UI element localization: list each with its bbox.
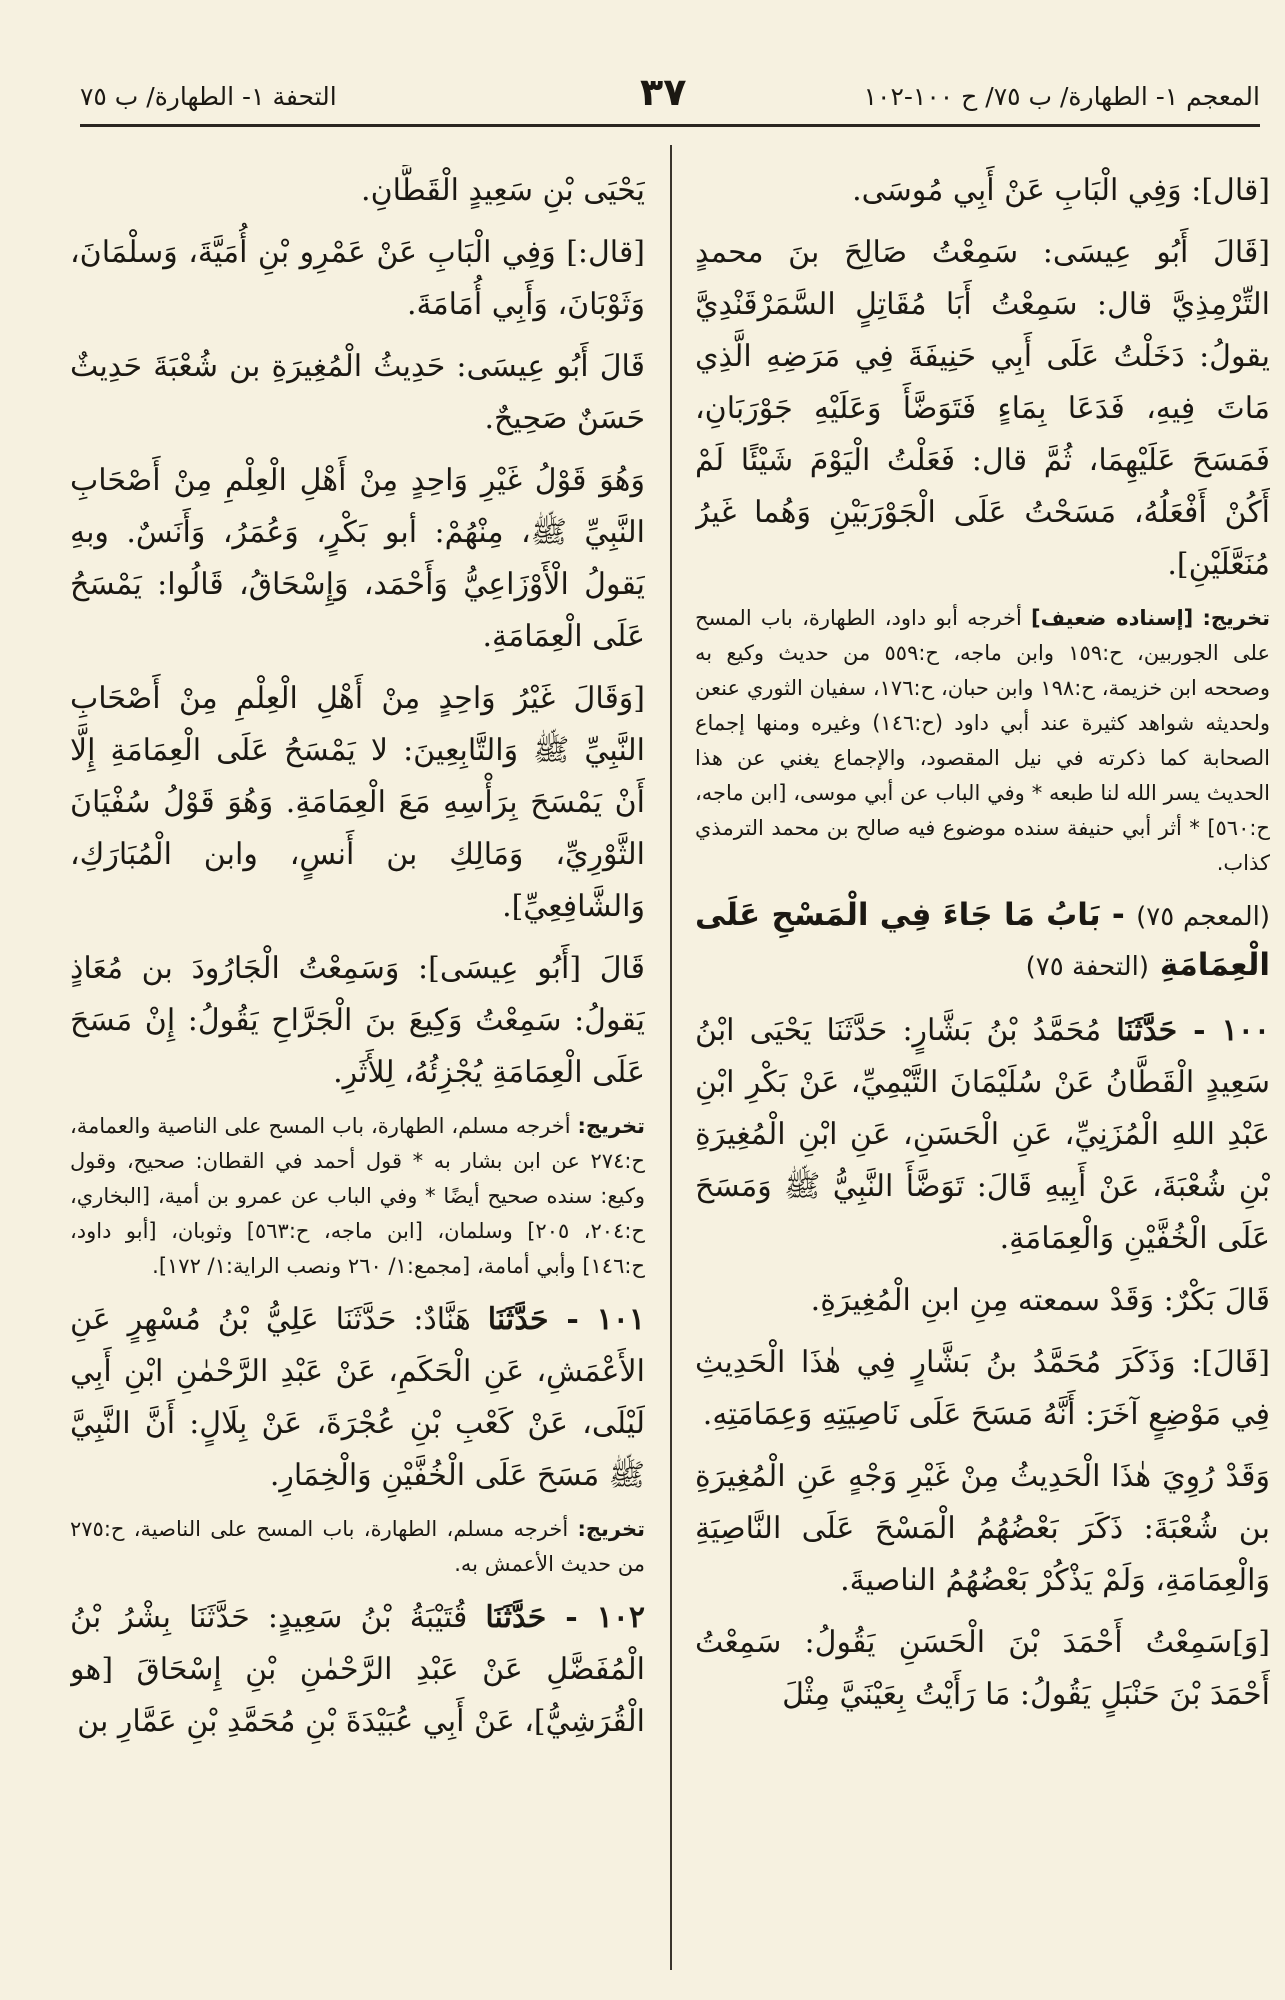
text-paragraph: [وَ]سَمِعْتُ أَحْمَدَ بْنَ الْحَسَنِ يَقُولُ: سَمِعْتُ أَحْمَدَ بْنَ حَنْبَلٍ يَقُولُ: مَا رَأَيْتُ بِعَيْنَيَّ مِثْلَ: [695, 1625, 1270, 1712]
takhrij-label: تخريج:: [1202, 606, 1270, 630]
text-paragraph: [قَالَ أَبُو عِيسَى: سَمِعْتُ صَالِحَ بنَ محمدٍ التِّرْمِذِيَّ قال: سَمِعْتُ أَبَا مُقَاتِلٍ السَّمَرْقَنْدِيَّ يقولُ: دَخَلْتُ عَلَى أَبِي حَنِيفَةَ فِي مَرَضِهِ الَّذِي مَاتَ فِيهِ، فَدَعَا بِمَاءٍ فَتَوَضَّأَ وَعَلَيْهِ جَوْرَبَانِ، فَمَسَحَ عَلَيْهِمَا، ثُمَّ قال: فَعَلْتُ الْيَوْمَ شَيْئًا لَمْ أَكُنْ أَفْعَلُهُ، مَسَحْتُ عَلَى الْجَوْرَبَيْنِ وَهُما غَيرُ مُنَعَّلَيْنِ].: [695, 235, 1270, 582]
page-number: ٣٧: [640, 70, 687, 114]
takhrij-text: أخرجه مسلم، الطهارة، باب المسح على الناصية والعمامة، ح:٢٧٤ عن ابن بشار به * قول أحمد في القطان: صحيح، وقول وكيع: سنده صحيح أيضًا * وفي الباب عن عمرو بن أمية، [البخاري، ح:٢٠٤، ٢٠٥] وسلمان، [ابن ماجه، ح:٥٦٣] وثوبان، [أبو داود، ح:١٤٦] وأبي أمامة، [مجمع:١/ ٢٦٠ ونصب الراية:١/ ١٧٢].: [70, 1114, 645, 1278]
hadith-text: هَنَّادٌ: حَدَّثَنَا عَلِيُّ بْنُ مُسْهِرٍ عَنِ الأَعْمَشِ، عَنِ الْحَكَمِ، عَنْ عَبْدِ الرَّحْمٰنِ ابْنِ أَبِي لَيْلَى، عَنْ كَعْبِ بْنِ عُجْرَةَ، عَنْ بِلَالٍ: أَنَّ النَّبِيَّ ﷺ مَسَحَ عَلَى الْخُفَّيْنِ وَالْخِمَارِ.: [70, 1302, 645, 1493]
chapter-heading: [695, 891, 1270, 991]
text-paragraph: [قال:] وَفِي الْبَابِ عَنْ عَمْرِو بْنِ أُمَيَّةَ، وَسلْمَانَ، وَثَوْبَانَ، وَأَبِي أُمَامَةَ.: [70, 235, 645, 322]
header-rule: [80, 124, 1260, 127]
hadith-number: ١٠٠ - حَدَّثَنَا: [1116, 1013, 1270, 1048]
chapter-title: - بَابُ مَا جَاءَ فِي الْمَسْحِ عَلَى الْعِمَامَةِ: [695, 897, 1270, 983]
right-column: [695, 165, 1270, 1975]
text-paragraph: [قَالَ]: وَذَكَرَ مُحَمَّدُ بنُ بَشَّارٍ فِي هٰذَا الْحَدِيثِ فِي مَوْضِعٍ آخَرَ: أَنَّهُ مَسَحَ عَلَى نَاصِيَتِهِ وَعِمَامَتِهِ.: [695, 1345, 1270, 1432]
hadith-102: [70, 1592, 645, 1748]
takhrij-note: [695, 601, 1270, 881]
hadith-100: [695, 1005, 1270, 1265]
takhrij-label: تخريج:: [577, 1517, 645, 1541]
text-paragraph: وَهُوَ قَوْلُ غَيْرِ وَاحِدٍ مِنْ أَهْلِ الْعِلْمِ مِنْ أَصْحَابِ النَّبِيِّ ﷺ، مِنْهُمْ: أبو بَكْرٍ، وَعُمَرُ، وَأَنَسٌ. وبهِ يَقولُ الْأَوْزَاعِيُّ وَأَحْمَد، وَإِسْحَاقُ، قَالُوا: يَمْسَحُ عَلَى الْعِمَامَةِ.: [70, 463, 645, 654]
takhrij-label: تخريج:: [577, 1114, 645, 1138]
text-paragraph: قَالَ بَكْرٌ: وَقَدْ سمعته مِنِ ابنِ الْمُغِيرَةِ.: [810, 1283, 1270, 1318]
running-header: [80, 70, 1260, 120]
chapter-index-mujam: (المعجم ٧٥): [1136, 902, 1270, 932]
hadith-number: ١٠٢ - حَدَّثَنَا: [485, 1600, 645, 1635]
takhrij-note: [70, 1109, 645, 1284]
text-paragraph: [قال]: وَفِي الْبَابِ عَنْ أَبِي مُوسَى.: [852, 173, 1270, 208]
hadith-text: مُحَمَّدُ بْنُ بَشَّارٍ: حَدَّثَنَا يَحْيَى ابْنُ سَعِيدٍ الْقَطَّانُ عَنْ سُلَيْمَانَ التَّيْمِيِّ، عَنْ بَكْرِ ابْنِ عَبْدِ اللهِ الْمُزَنِيِّ، عَنِ الْحَسَنِ، عَنِ ابْنِ الْمُغِيرَةِ بْنِ شُعْبَةَ، عَنْ أَبِيهِ قَالَ: تَوَضَّأَ النَّبِيُّ ﷺ وَمَسَحَ عَلَى الْخُفَّيْنِ وَالْعِمَامَةِ.: [695, 1013, 1270, 1256]
text-paragraph: وَقَدْ رُوِيَ هٰذَا الْحَدِيثُ مِنْ غَيْرِ وَجْهٍ عَنِ الْمُغِيرَةِ بن شُعْبَةَ: ذَكَرَ بَعْضُهُمُ الْمَسْحَ عَلَى النَّاصِيَةِ وَالْعِمَامَةِ، وَلَمْ يَذْكُرْ بَعْضُهُمُ الناصيةَ.: [695, 1459, 1270, 1598]
hadith-text: قُتَيْبَةُ بْنُ سَعِيدٍ: حَدَّثَنَا بِشْرُ بْنُ الْمُفَضَّلِ عَنْ عَبْدِ الرَّحْمٰنِ بْنِ إِسْحَاقَ [هو الْقُرَشِيُّ]، عَنْ أَبِي عُبَيْدَةَ بْنِ مُحَمَّدِ بْنِ عَمَّارِ بن: [70, 1600, 645, 1739]
text-paragraph: قَالَ [أَبُو عِيسَى]: وَسَمِعْتُ الْجَارُودَ بن مُعَاذٍ يَقولُ: سَمِعْتُ وَكِيعَ بنَ الْجَرَّاحِ يَقُولُ: إِنْ مَسَحَ عَلَى الْعِمَامَةِ يُجْزِئُهُ، لِلأَثَرِ.: [70, 951, 645, 1090]
takhrij-text: أخرجه مسلم، الطهارة، باب المسح على الناصية، ح:٢٧٥ من حديث الأعمش به.: [70, 1517, 645, 1576]
header-right-reference: المعجم ١- الطهارة/ ب ٧٥/ ح ١٠٠-١٠٢: [863, 82, 1260, 111]
hadith-101: [70, 1294, 645, 1502]
column-divider: [670, 145, 672, 1970]
hadith-number: ١٠١ - حَدَّثَنَا: [487, 1302, 645, 1337]
left-column: [70, 165, 645, 1975]
text-paragraph: يَحْيَى بْنِ سَعِيدٍ الْقَطَّانِ.: [361, 173, 645, 208]
header-left-reference: التحفة ١- الطهارة/ ب ٧٥: [80, 82, 337, 111]
chapter-index-tuhfa: (التحفة ٧٥): [1025, 952, 1150, 982]
takhrij-note: [70, 1512, 645, 1582]
text-paragraph: قَالَ أَبُو عِيسَى: حَدِيثُ الْمُغِيرَةِ بن شُعْبَةَ حَدِيثٌ حَسَنٌ صَحِيحٌ.: [70, 349, 645, 436]
takhrij-text: أخرجه أبو داود، الطهارة، باب المسح على الجوربين، ح:١٥٩ وابن ماجه، ح:٥٥٩ من حديث وكيع به وصححه ابن خزيمة، ح:١٩٨ وابن حبان، ح:١٧٦، سفيان الثوري عنعن ولحديثه شواهد كثيرة عند أبي داود (ح:١٤٦) وغيره ومنها إجماع الصحابة كما ذكرته في نيل المقصود، والإجماع يغني عن هذا الحديث يسر الله لنا طبعه * وفي الباب عن أبي موسى، [ابن ماجه، ح:٥٦٠] * أثر أبي حنيفة سنده موضوع فيه صالح بن محمد الترمذي كذاب.: [695, 606, 1270, 875]
grading-label: [إسناده ضعيف]: [1031, 606, 1194, 630]
text-paragraph: [وَقَالَ غَيْرُ وَاحِدٍ مِنْ أَهْلِ الْعِلْمِ مِنْ أَصْحَابِ النَّبِيِّ ﷺ وَالتَّابِعِينَ: لا يَمْسَحُ عَلَى الْعِمَامَةِ إِلَّا أَنْ يَمْسَحَ بِرَأْسِهِ مَعَ الْعِمَامَةِ. وَهُوَ قَوْلُ سُفْيَانَ الثَّوْرِيِّ، وَمَالِكِ بن أَنسٍ، وابن الْمُبَارَكِ، وَالشَّافِعِيِّ].: [70, 681, 645, 924]
